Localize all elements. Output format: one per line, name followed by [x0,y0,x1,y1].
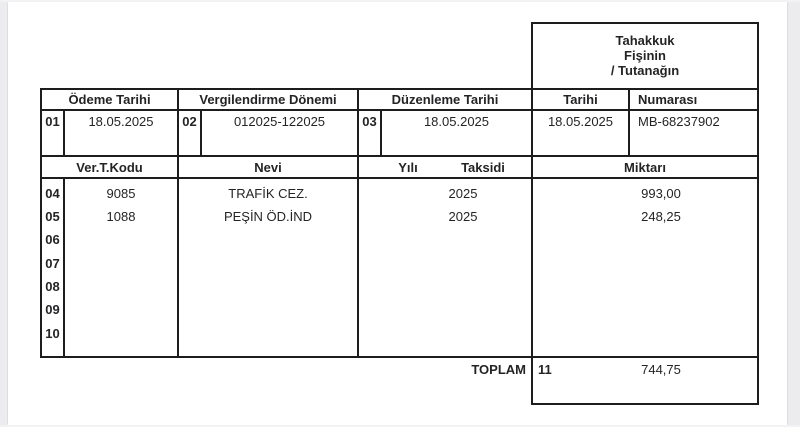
total-value: 744,75 [641,362,681,377]
row-yil [359,322,549,344]
row-no: 05 [45,208,60,224]
row-miktar [533,275,773,297]
row-miktar [533,228,773,250]
row-kod: 9085 [106,185,136,201]
info-row-no2: 02 [182,113,197,129]
row-nevi: PEŞİN ÖD.İND [223,208,313,224]
row-no: 07 [45,255,60,271]
header-tarihi: Tarihi [563,92,598,107]
page-edge-right [787,0,800,427]
page-edge-top [0,0,800,2]
total-row-no: 11 [538,362,552,377]
row-nevi: TRAFİK CEZ. [228,185,308,201]
row-kod [65,322,177,344]
header-taksidi: Taksidi [461,159,505,175]
row-kod [65,275,177,297]
row-yil [359,228,549,250]
total-box-bottom-border [531,403,759,405]
header-miktari: Miktarı [624,159,666,175]
row-miktar: 993,00 [641,185,681,201]
tahakkuk-box-top-border [531,22,759,24]
header-ver-t-kodu: Ver.T.Kodu [76,159,143,175]
row-yil: 2025 [448,208,478,224]
row-miktar [533,252,773,274]
header-row-bottom-border [40,109,759,111]
header-nevi: Nevi [254,159,282,175]
row-kod [65,228,177,250]
row-nevi [179,252,357,274]
row-no: 04 [45,185,60,201]
info-vergilendirme-donemi-value: 012025-122025 [233,113,326,129]
info-odeme-tarihi-value: 18.05.2025 [88,113,154,129]
row-kod [65,298,177,320]
row-nevi [179,298,357,320]
row-kod [65,252,177,274]
header-vergilendirme-donemi: Vergilendirme Dönemi [199,92,337,107]
page-edge-left [0,0,8,427]
row-no: 06 [45,231,60,247]
header-duzenleme-tarihi: Düzenleme Tarihi [391,92,499,107]
info-row-no1: 01 [45,113,60,129]
row-yil [359,275,549,297]
tahakkuk-numarasi-value: MB-68237902 [638,113,720,129]
info-duzenleme-tarihi-value: 18.05.2025 [423,113,490,129]
row-miktar [533,322,773,344]
header-numarasi: Numarası [638,92,698,107]
detail-header-bottom-border [40,177,759,179]
tahakkuk-tarihi-value: 18.05.2025 [547,113,614,129]
row-miktar: 248,25 [641,208,681,224]
tahakkuk-box-title-line2: Fişinin [624,47,666,63]
header-odeme-tarihi: Ödeme Tarihi [68,92,151,107]
section-divider-border [40,155,759,157]
row-nevi [179,275,357,297]
table-bottom-border [40,356,759,358]
row-yil [359,298,549,320]
row-miktar [533,298,773,320]
tahakkuk-box-title-line1: Tahakkuk [615,32,675,48]
row-nevi [179,322,357,344]
row-kod: 1088 [106,208,136,224]
total-label: TOPLAM [471,362,526,377]
row-no: 10 [45,325,60,341]
row-yil [359,252,549,274]
header-yili: Yılı [398,159,418,175]
row-no: 08 [45,278,60,294]
info-row-no3: 03 [362,113,377,129]
tahakkuk-box-title [533,30,757,80]
row-nevi [179,228,357,250]
tahakkuk-box-title-line3: / Tutanağın [610,62,680,78]
row-no: 09 [45,301,60,317]
row-yil: 2025 [448,185,478,201]
